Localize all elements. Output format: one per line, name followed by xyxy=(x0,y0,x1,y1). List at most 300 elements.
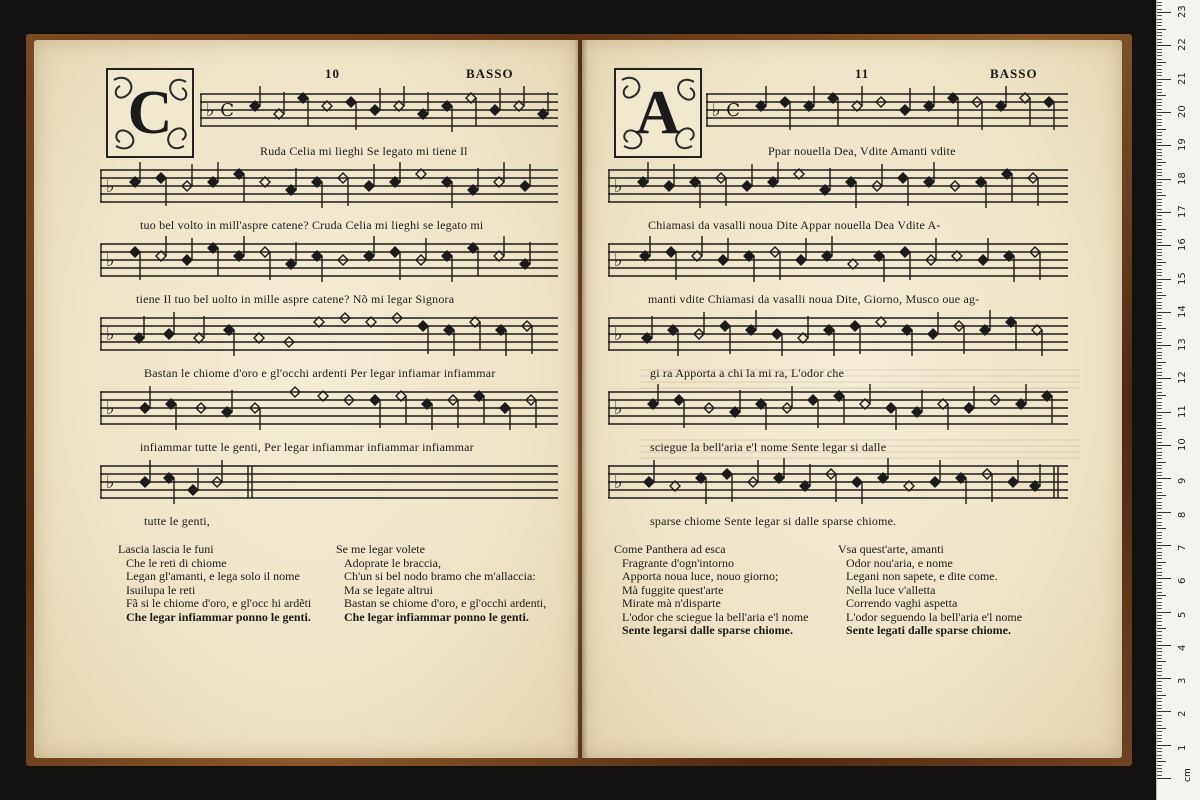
ruler-minor-tick xyxy=(1157,765,1162,766)
ruler-minor-tick xyxy=(1157,618,1162,619)
ruler-minor-tick xyxy=(1157,59,1162,60)
ruler-minor-tick xyxy=(1157,425,1162,426)
ruler-minor-tick xyxy=(1157,442,1162,443)
verse-line: Isuilupa le reti xyxy=(126,582,196,597)
ruler-minor-tick xyxy=(1157,222,1162,223)
verse-line: Mà fuggite quest'arte xyxy=(622,582,724,597)
ruler-minor-tick xyxy=(1157,681,1162,682)
ruler-minor-tick xyxy=(1157,625,1162,626)
ruler-minor-tick xyxy=(1157,298,1162,299)
ruler-major-tick xyxy=(1157,378,1171,379)
ruler-minor-tick xyxy=(1157,132,1162,133)
ruler-major-tick xyxy=(1157,745,1171,746)
ruler-major-tick xyxy=(1157,545,1171,546)
left-lyric-line-4: Bastan le chiome d'oro e gl'occhi ardenti Per legar infiamar infiammar xyxy=(144,366,496,380)
ruler-half-tick xyxy=(1157,695,1166,696)
verse-line: Adoprate le braccia, xyxy=(344,555,441,570)
ruler-minor-tick xyxy=(1157,565,1162,566)
svg-text:♭: ♭ xyxy=(106,324,115,345)
ruler-unit-label: cm xyxy=(1183,768,1193,782)
right-voice-label: BASSO xyxy=(990,66,1038,81)
ruler-minor-tick xyxy=(1157,199,1162,200)
ruler-minor-tick xyxy=(1157,139,1162,140)
ruler-minor-tick xyxy=(1157,691,1162,692)
ruler-minor-tick xyxy=(1157,225,1162,226)
ruler-minor-tick xyxy=(1157,668,1162,669)
music-staff-right-2 xyxy=(608,162,1068,210)
ruler-half-tick xyxy=(1157,162,1166,163)
verse-line: Lascia lascia le funi xyxy=(118,542,214,556)
ruler-minor-tick xyxy=(1157,308,1162,309)
ruler-minor-tick xyxy=(1157,701,1162,702)
ruler-minor-tick xyxy=(1157,302,1162,303)
ruler-minor-tick xyxy=(1157,715,1162,716)
ruler-major-tick xyxy=(1157,312,1171,313)
ruler-half-tick xyxy=(1157,761,1166,762)
svg-text:♭: ♭ xyxy=(614,472,623,493)
verse-line: Sente legarsi dalle sparse chiome. xyxy=(622,623,793,637)
ruler-minor-tick xyxy=(1157,242,1162,243)
ruler-minor-tick xyxy=(1157,35,1162,36)
ruler-minor-tick xyxy=(1157,498,1162,499)
ruler-minor-tick xyxy=(1157,552,1162,553)
ruler-minor-tick xyxy=(1157,735,1162,736)
verse-line: Ma se legate altrui xyxy=(344,582,433,597)
ruler-minor-tick xyxy=(1157,122,1162,123)
ruler-minor-tick xyxy=(1157,355,1162,356)
ruler-major-tick xyxy=(1157,279,1171,280)
ruler-minor-tick xyxy=(1157,318,1162,319)
ruler-major-tick xyxy=(1157,578,1171,579)
ruler-minor-tick xyxy=(1157,165,1162,166)
ruler-minor-tick xyxy=(1157,219,1162,220)
ruler-minor-tick xyxy=(1157,115,1162,116)
ruler-half-tick xyxy=(1157,661,1166,662)
left-verse-1 xyxy=(118,542,311,623)
ruler-minor-tick xyxy=(1157,535,1162,536)
ruler-minor-tick xyxy=(1157,518,1162,519)
ruler-minor-tick xyxy=(1157,375,1162,376)
verse-line: Che le reti di chiome xyxy=(126,555,227,570)
ruler-major-tick xyxy=(1157,179,1171,180)
ruler-half-tick xyxy=(1157,495,1166,496)
measuring-ruler xyxy=(1156,0,1200,800)
ruler-minor-tick xyxy=(1157,775,1162,776)
ruler-minor-tick xyxy=(1157,558,1162,559)
ruler-minor-tick xyxy=(1157,641,1162,642)
ruler-minor-tick xyxy=(1157,438,1162,439)
ruler-minor-tick xyxy=(1157,585,1162,586)
ruler-minor-tick xyxy=(1157,239,1162,240)
ruler-minor-tick xyxy=(1157,5,1162,6)
ruler-minor-tick xyxy=(1157,721,1162,722)
ruler-minor-tick xyxy=(1157,432,1162,433)
ruler-minor-tick xyxy=(1157,99,1162,100)
right-lyric-line-3: manti vdite Chiamasi da vasalli noua Dite, Giorno, Musco oue ag- xyxy=(648,292,980,306)
verse-line: Fã si le chiome d'oro, e gl'occ hi ardẽti xyxy=(126,596,312,610)
ruler-major-tick xyxy=(1157,645,1171,646)
ruler-number: 1 xyxy=(1177,744,1188,751)
verse-line: Nella luce v'alletta xyxy=(846,582,936,597)
verse-line: Vsa quest'arte, amanti xyxy=(838,542,944,556)
svg-text:♭: ♭ xyxy=(106,176,115,197)
ruler-minor-tick xyxy=(1157,152,1162,153)
right-lyric-line-6: sparse chiome Sente legar si dalle sparse chiome. xyxy=(650,514,897,528)
ruler-minor-tick xyxy=(1157,658,1162,659)
ruler-minor-tick xyxy=(1157,65,1162,66)
ruler-number: 4 xyxy=(1177,644,1188,651)
ruler-minor-tick xyxy=(1157,159,1162,160)
music-staff-left-3 xyxy=(100,236,558,284)
ruler-minor-tick xyxy=(1157,398,1162,399)
ruler-minor-tick xyxy=(1157,155,1162,156)
ruler-minor-tick xyxy=(1157,292,1162,293)
verse-line: Ch'un si bel nodo bramo che m'allaccia: xyxy=(344,569,536,583)
ruler-minor-tick xyxy=(1157,285,1162,286)
verse-line: Che legar infiammar ponno le genti. xyxy=(344,609,529,624)
ruler-number: 8 xyxy=(1177,511,1188,518)
ruler-minor-tick xyxy=(1157,472,1162,473)
ruler-minor-tick xyxy=(1157,85,1162,86)
ruler-minor-tick xyxy=(1157,272,1162,273)
ruler-minor-tick xyxy=(1157,768,1162,769)
ruler-minor-tick xyxy=(1157,568,1162,569)
ruler-minor-tick xyxy=(1157,235,1162,236)
ruler-number: 22 xyxy=(1177,38,1188,52)
ruler-minor-tick xyxy=(1157,725,1162,726)
ruler-half-tick xyxy=(1157,428,1166,429)
ruler-minor-tick xyxy=(1157,19,1162,20)
svg-text:♭: ♭ xyxy=(614,176,623,197)
ruler-minor-tick xyxy=(1157,342,1162,343)
ruler-minor-tick xyxy=(1157,15,1162,16)
ruler-minor-tick xyxy=(1157,492,1162,493)
ruler-half-tick xyxy=(1157,29,1166,30)
ruler-minor-tick xyxy=(1157,631,1162,632)
ruler-minor-tick xyxy=(1157,402,1162,403)
ruler-number: 7 xyxy=(1177,544,1188,551)
verse-line: Se me legar volete xyxy=(336,542,425,556)
ruler-minor-tick xyxy=(1157,315,1162,316)
ruler-minor-tick xyxy=(1157,135,1162,136)
ruler-number: 6 xyxy=(1177,577,1188,585)
ruler-minor-tick xyxy=(1157,698,1162,699)
verse-line: Fragrante d'ogn'intorno xyxy=(622,555,734,570)
ruler-minor-tick xyxy=(1157,435,1162,436)
left-lyric-line-3: tiene Il tuo bel uolto in mille aspre catene? Nõ mi legar Signora xyxy=(136,292,455,306)
svg-text:♭: ♭ xyxy=(106,250,115,271)
ruler-minor-tick xyxy=(1157,249,1162,250)
ruler-minor-tick xyxy=(1157,522,1162,523)
ruler-minor-tick xyxy=(1157,338,1162,339)
ruler-half-tick xyxy=(1157,595,1166,596)
music-staff-right-4 xyxy=(608,310,1068,358)
initial-letter-left: C xyxy=(127,78,173,147)
ruler-major-tick xyxy=(1157,112,1171,113)
ruler-number: 23 xyxy=(1177,5,1188,19)
ruler-minor-tick xyxy=(1157,102,1162,103)
right-verse-2 xyxy=(838,542,1022,637)
ruler-major-tick xyxy=(1157,478,1171,479)
ruler-half-tick xyxy=(1157,95,1166,96)
verse-line: Bastan se chiome d'oro, e gl'occhi ardenti, xyxy=(344,596,547,610)
ruler-minor-tick xyxy=(1157,72,1162,73)
ruler-number: 19 xyxy=(1177,138,1188,152)
book-gutter xyxy=(574,40,588,758)
ruler-major-tick xyxy=(1157,145,1171,146)
ruler-minor-tick xyxy=(1157,755,1162,756)
ruler-minor-tick xyxy=(1157,182,1162,183)
ruler-minor-tick xyxy=(1157,275,1162,276)
ruler-minor-tick xyxy=(1157,125,1162,126)
ruler-minor-tick xyxy=(1157,465,1162,466)
ruler-minor-tick xyxy=(1157,448,1162,449)
ruler-major-tick xyxy=(1157,345,1171,346)
ruler-minor-tick xyxy=(1157,458,1162,459)
ruler-major-tick xyxy=(1157,678,1171,679)
ruler-minor-tick xyxy=(1157,408,1162,409)
ruler-minor-tick xyxy=(1157,358,1162,359)
ruler-minor-tick xyxy=(1157,392,1162,393)
ruler-minor-tick xyxy=(1157,648,1162,649)
ruler-minor-tick xyxy=(1157,575,1162,576)
ruler-minor-tick xyxy=(1157,771,1162,772)
ruler-major-tick xyxy=(1157,12,1171,13)
ruler-minor-tick xyxy=(1157,89,1162,90)
ruler-minor-tick xyxy=(1157,192,1162,193)
ruler-number: 18 xyxy=(1177,171,1188,185)
ruler-minor-tick xyxy=(1157,635,1162,636)
ruler-minor-tick xyxy=(1157,671,1162,672)
ruler-half-tick xyxy=(1157,62,1166,63)
ruler-half-tick xyxy=(1157,229,1166,230)
left-voice-label: BASSO xyxy=(466,66,514,81)
ruler-minor-tick xyxy=(1157,169,1162,170)
ruler-major-tick xyxy=(1157,512,1171,513)
verse-line: Legan gl'amanti, e lega solo il nome xyxy=(126,569,300,583)
ruler-minor-tick xyxy=(1157,52,1162,53)
ruler-minor-tick xyxy=(1157,39,1162,40)
ruler-minor-tick xyxy=(1157,705,1162,706)
ruler-minor-tick xyxy=(1157,532,1162,533)
music-staff-left-2 xyxy=(100,162,558,210)
ruler-minor-tick xyxy=(1157,621,1162,622)
ruler-half-tick xyxy=(1157,328,1166,329)
right-page-number: 11 xyxy=(855,66,870,81)
ruler-minor-tick xyxy=(1157,405,1162,406)
ruler-minor-tick xyxy=(1157,515,1162,516)
ruler-minor-tick xyxy=(1157,588,1162,589)
svg-text:♭: ♭ xyxy=(106,398,115,419)
ruler-minor-tick xyxy=(1157,205,1162,206)
ruler-minor-tick xyxy=(1157,758,1162,759)
music-staff-right-1 xyxy=(706,86,1068,134)
left-lyric-line-1: Ruda Celia mi lieghi Se legato mi tiene Il xyxy=(260,144,468,158)
ruler-minor-tick xyxy=(1157,422,1162,423)
ruler-minor-tick xyxy=(1157,675,1162,676)
verse-line: Odor nou'aria, e nome xyxy=(846,555,953,570)
ruler-number: 20 xyxy=(1177,105,1188,118)
ruler-minor-tick xyxy=(1157,189,1162,190)
verse-line: Apporta noua luce, nouo giorno; xyxy=(622,569,779,583)
ruler-minor-tick xyxy=(1157,22,1162,23)
ruler-minor-tick xyxy=(1157,505,1162,506)
ruler-major-tick xyxy=(1157,212,1171,213)
ruler-half-tick xyxy=(1157,129,1166,130)
initial-letter-right: A xyxy=(635,78,681,147)
ruler-major-tick xyxy=(1157,445,1171,446)
verse-line: Che legar infiammar ponno le genti. xyxy=(126,609,311,624)
verse-line: Correndo vaghi aspetta xyxy=(846,596,958,610)
ruler-minor-tick xyxy=(1157,215,1162,216)
right-verse-1 xyxy=(614,542,808,637)
ruler-minor-tick xyxy=(1157,209,1162,210)
music-staff-right-5 xyxy=(608,384,1068,432)
ruler-minor-tick xyxy=(1157,418,1162,419)
ruler-minor-tick xyxy=(1157,548,1162,549)
ruler-number: 16 xyxy=(1177,238,1188,252)
ruler-half-tick xyxy=(1157,195,1166,196)
right-lyric-line-5: sciegue la bell'aria e'l nome Sente legar si dalle xyxy=(650,440,887,454)
ruler-minor-tick xyxy=(1157,109,1162,110)
right-lyric-line-1: Ppar nouella Dea, Vdite Amanti vdite xyxy=(768,144,956,158)
left-lyric-line-6: tutte le genti, xyxy=(144,514,210,528)
left-lyric-line-5: infiammar tutte le genti, Per legar infiammar infiammar infiammar xyxy=(140,440,474,454)
ruler-number: 9 xyxy=(1177,477,1188,485)
ruler-minor-tick xyxy=(1157,2,1162,3)
ruler-minor-tick xyxy=(1157,172,1162,173)
right-lyric-line-2: Chiamasi da vasalli noua Dite Appar nouella Dea Vdite A- xyxy=(648,218,941,232)
decorated-initial-left xyxy=(106,68,194,158)
ruler-number: 15 xyxy=(1177,271,1188,285)
music-staff-right-6 xyxy=(608,458,1068,506)
ruler-number: 5 xyxy=(1177,611,1188,618)
ruler-minor-tick xyxy=(1157,149,1162,150)
music-staff-right-3 xyxy=(608,236,1068,284)
ruler-minor-tick xyxy=(1157,602,1162,603)
ruler-minor-tick xyxy=(1157,202,1162,203)
ruler-half-tick xyxy=(1157,528,1166,529)
ruler-minor-tick xyxy=(1157,325,1162,326)
ruler-minor-tick xyxy=(1157,75,1162,76)
ruler-minor-tick xyxy=(1157,751,1162,752)
ruler-minor-tick xyxy=(1157,372,1162,373)
ruler-minor-tick xyxy=(1157,482,1162,483)
music-staff-left-4 xyxy=(100,310,558,358)
ruler-minor-tick xyxy=(1157,525,1162,526)
music-staff-left-1 xyxy=(200,86,558,134)
svg-text:♭ C: ♭ C xyxy=(206,100,234,121)
ruler-minor-tick xyxy=(1157,605,1162,606)
ruler-number: 13 xyxy=(1177,338,1188,352)
ruler-minor-tick xyxy=(1157,468,1162,469)
ruler-minor-tick xyxy=(1157,352,1162,353)
ruler-minor-tick xyxy=(1157,49,1162,50)
ruler-number: 21 xyxy=(1177,71,1188,85)
right-lyric-line-4: gi ra Apporta a chi la mi ra, L'odor che xyxy=(650,366,845,380)
ruler-major-tick xyxy=(1157,412,1171,413)
svg-text:♭: ♭ xyxy=(614,398,623,419)
ruler-minor-tick xyxy=(1157,542,1162,543)
ruler-minor-tick xyxy=(1157,488,1162,489)
ruler-minor-tick xyxy=(1157,255,1162,256)
ruler-number: 14 xyxy=(1177,305,1188,318)
ruler-minor-tick xyxy=(1157,105,1162,106)
ruler-minor-tick xyxy=(1157,388,1162,389)
ruler-half-tick xyxy=(1157,262,1166,263)
ruler-minor-tick xyxy=(1157,608,1162,609)
ruler-minor-tick xyxy=(1157,385,1162,386)
ruler-half-tick xyxy=(1157,562,1166,563)
ruler-minor-tick xyxy=(1157,452,1162,453)
ruler-minor-tick xyxy=(1157,502,1162,503)
ruler-major-tick xyxy=(1157,79,1171,80)
ruler-minor-tick xyxy=(1157,651,1162,652)
ruler-minor-tick xyxy=(1157,708,1162,709)
ruler-minor-tick xyxy=(1157,25,1162,26)
left-page-number: 10 xyxy=(325,66,340,81)
ruler-minor-tick xyxy=(1157,748,1162,749)
ruler-major-tick xyxy=(1157,45,1171,46)
ruler-minor-tick xyxy=(1157,685,1162,686)
decorated-initial-right xyxy=(614,68,702,158)
ruler-half-tick xyxy=(1157,728,1166,729)
verse-line: L'odor seguendo la bell'aria e'l nome xyxy=(846,609,1023,624)
ruler-minor-tick xyxy=(1157,119,1162,120)
ruler-minor-tick xyxy=(1157,305,1162,306)
ruler-minor-tick xyxy=(1157,69,1162,70)
ruler-minor-tick xyxy=(1157,92,1162,93)
ruler-minor-tick xyxy=(1157,615,1162,616)
ruler-half-tick xyxy=(1157,462,1166,463)
svg-text:♭: ♭ xyxy=(614,324,623,345)
ruler-minor-tick xyxy=(1157,538,1162,539)
ruler-minor-tick xyxy=(1157,638,1162,639)
ruler-minor-tick xyxy=(1157,335,1162,336)
ruler-minor-tick xyxy=(1157,142,1162,143)
ruler-minor-tick xyxy=(1157,382,1162,383)
verse-line: Mirate mà n'disparte xyxy=(622,596,721,610)
ruler-minor-tick xyxy=(1157,232,1162,233)
left-lyric-line-2: tuo bel volto in mill'aspre catene? Cruda Celia mi lieghi se legato mi xyxy=(140,218,484,232)
ruler-minor-tick xyxy=(1157,282,1162,283)
ruler-minor-tick xyxy=(1157,9,1162,10)
ruler-minor-tick xyxy=(1157,332,1162,333)
ruler-minor-tick xyxy=(1157,82,1162,83)
ruler-minor-tick xyxy=(1157,731,1162,732)
ruler-minor-tick xyxy=(1157,738,1162,739)
verse-line: Legani non sapete, e dite come. xyxy=(846,569,998,583)
ruler-number: 11 xyxy=(1177,404,1188,418)
ruler-minor-tick xyxy=(1157,415,1162,416)
ruler-minor-tick xyxy=(1157,475,1162,476)
ruler-minor-tick xyxy=(1157,348,1162,349)
ruler-minor-tick xyxy=(1157,572,1162,573)
ruler-minor-tick xyxy=(1157,455,1162,456)
ruler-half-tick xyxy=(1157,395,1166,396)
ruler-minor-tick xyxy=(1157,555,1162,556)
svg-text:♭ C: ♭ C xyxy=(712,100,740,121)
ruler-minor-tick xyxy=(1157,508,1162,509)
left-verse-2 xyxy=(336,542,546,623)
ruler-minor-tick xyxy=(1157,55,1162,56)
ruler-minor-tick xyxy=(1157,718,1162,719)
ruler-major-tick xyxy=(1157,612,1171,613)
music-staff-left-6 xyxy=(100,458,558,506)
ruler-minor-tick xyxy=(1157,42,1162,43)
verse-line: Sente legati dalle sparse chiome. xyxy=(846,623,1011,637)
ruler-minor-tick xyxy=(1157,288,1162,289)
